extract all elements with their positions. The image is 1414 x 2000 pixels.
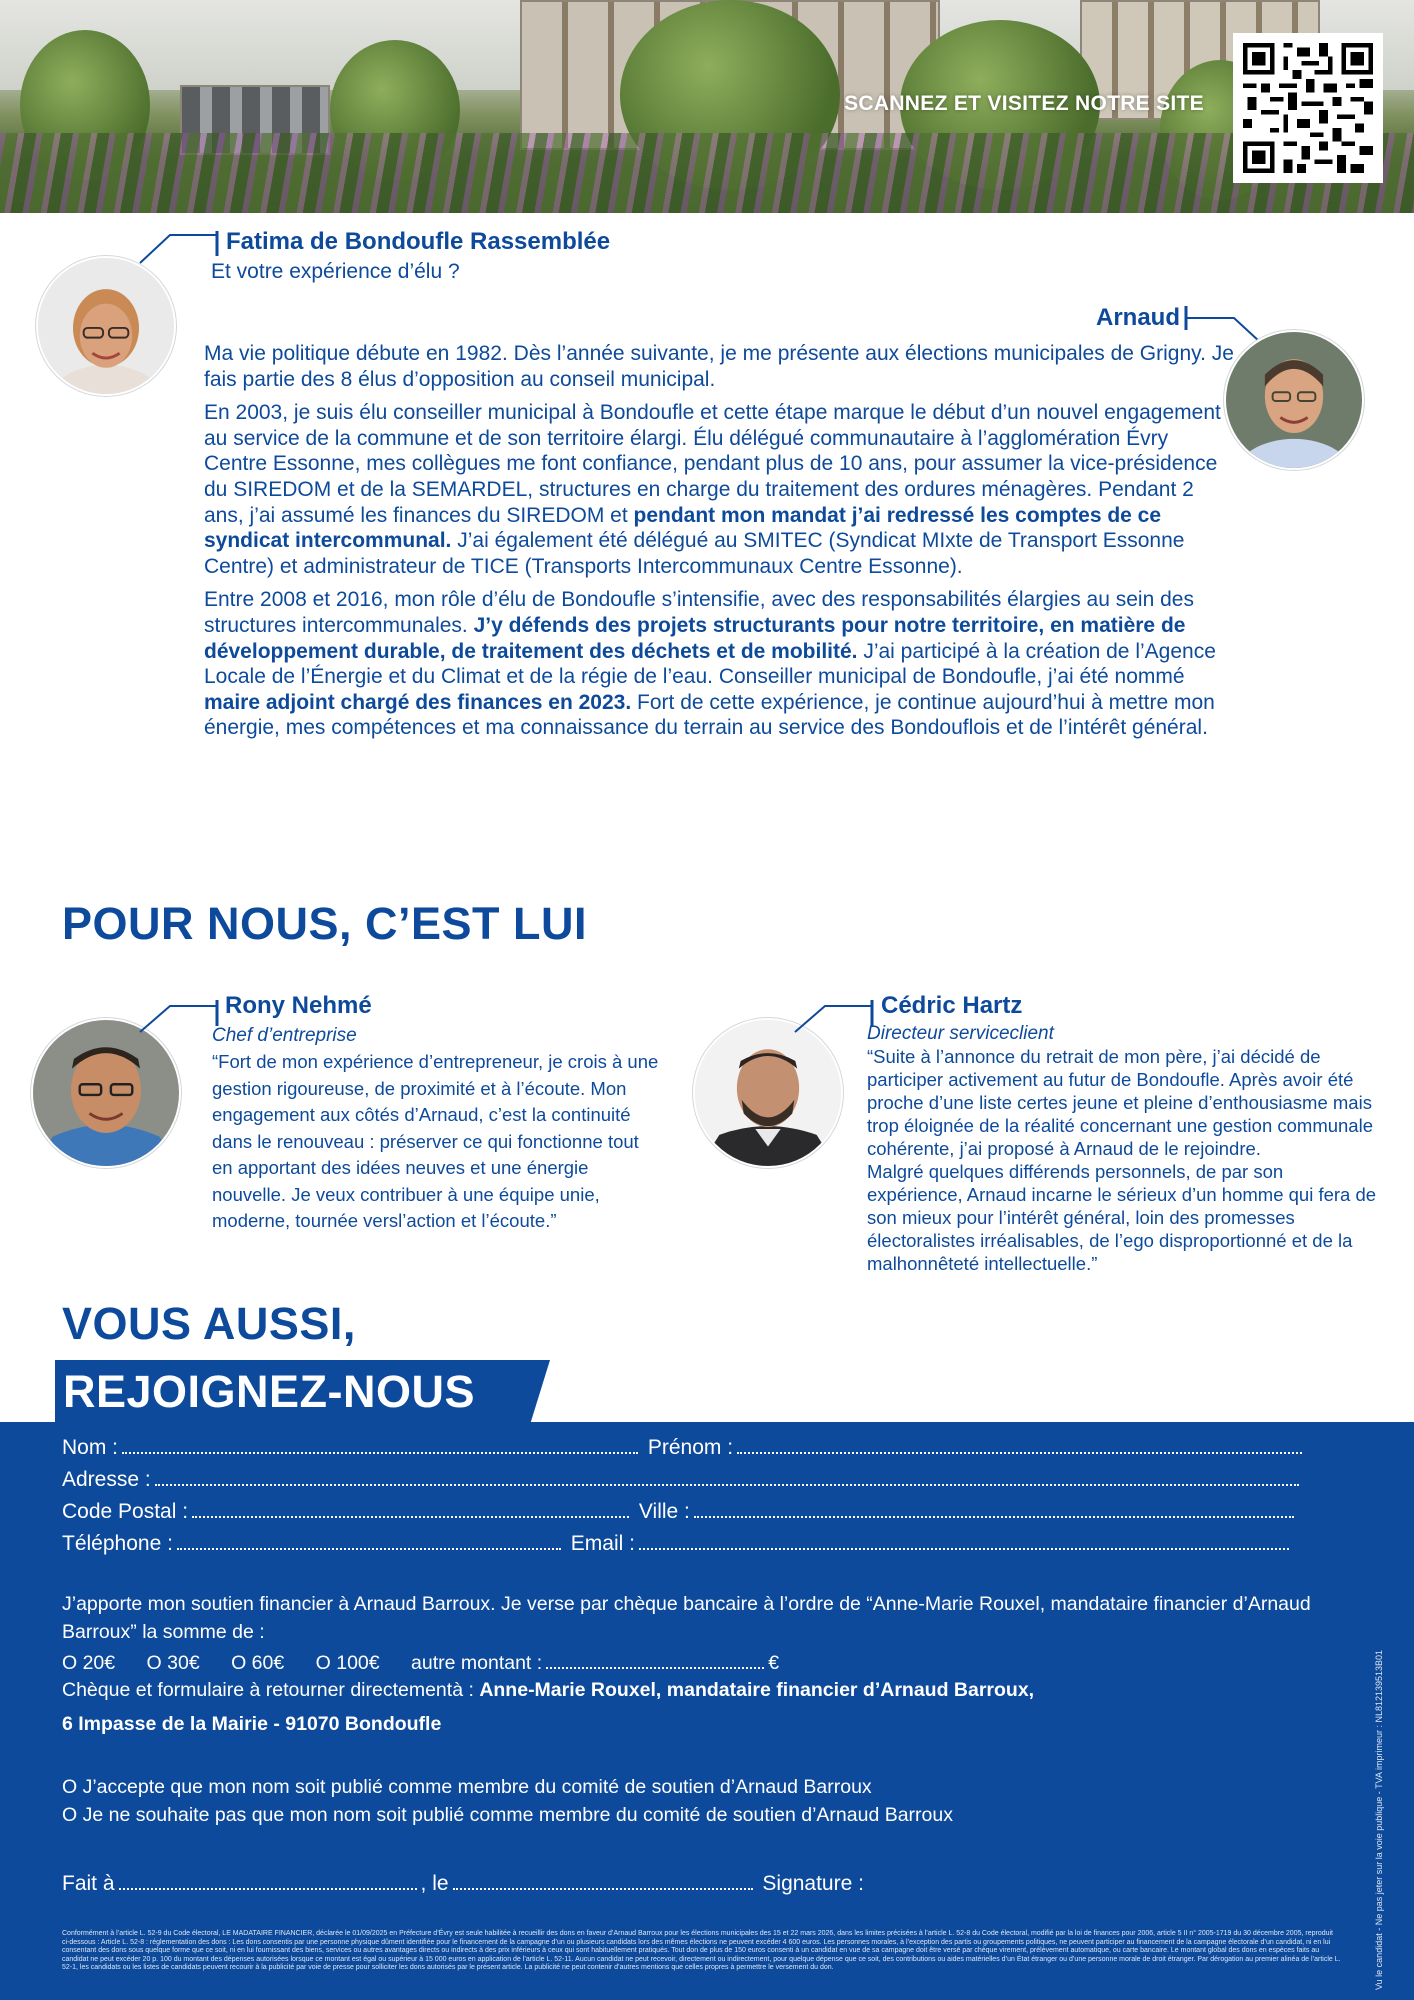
answer-paragraph: Entre 2008 et 2016, mon rôle d’élu de Bondoufle s’intensifie, avec des responsabilités élargies au sein des structures intercommunales. J’y défends des projets structurants pour notre territoire, en matière de développement durable, de traitement des déchets et de mobilité. J’ai participé à la création de l’Agence Locale de l’Énergie et du Climat et de la régie de l’eau. Conseiller municipal de Bondoufle, j’ai été nommé maire adjoint chargé des finances en 2023. Fort de cette expérience, je continue aujourd’hui à mettre mon énergie, mes compétences et ma connaissance du terrain au service des Bondouflois et de l’intérêt général. [204, 588, 1216, 740]
answer-paragraph: Ma vie politique débute en 1982. Dès l’année suivante, je me présente aux élections municipales de Grigny. Je fais partie des 8 élus d’opposition au conseil municipal. [204, 342, 1234, 391]
amount-option[interactable]: O 100€ [315, 1652, 380, 1674]
avatar-cedric [693, 1018, 843, 1168]
section-title-support: POUR NOUS, C’EST LUI [62, 898, 588, 949]
fait-a-field[interactable] [119, 1876, 417, 1890]
speech-connector [140, 231, 220, 265]
section-title-join-2: REJOIGNEZ-NOUS [63, 1366, 476, 1417]
form-row-name: Nom : Prénom : [62, 1436, 1306, 1460]
consent-no[interactable]: O Je ne souhaite pas que mon nom soit publié comme membre du comité de soutien d’Arnaud Barroux [62, 1804, 953, 1826]
date-field[interactable] [453, 1876, 753, 1890]
prenom-field[interactable] [737, 1440, 1302, 1454]
form-row-address: Adresse : [62, 1468, 1303, 1492]
ville-field[interactable] [694, 1504, 1294, 1518]
testimonial-quote: “Fort de mon expérience d’entrepreneur, je crois à une gestion rigoureuse, de proximité et à l’écoute. Mon engagement aux côtés d’Arnaud, c’est la continuité dans le renouveau : préserver ce qui fonctionne tout en apportant des idées neuves et une énergie nouvelle. Je veux contribuer à une équipe unie, moderne, tournée versl’action et l’écoute.” [212, 1051, 659, 1231]
speech-connector [1184, 306, 1264, 344]
consent-yes[interactable]: O J’accepte que mon nom soit publié comme membre du comité de soutien d’Arnaud Barroux [62, 1776, 872, 1798]
testimonial-name: Rony Nehmé [225, 992, 372, 1019]
donation-amounts: O 20€ O 30€ O 60€ O 100€ autre montant : € [62, 1652, 780, 1674]
scan-visit-label: SCANNEZ ET VISITEZ NOTRE SITE [844, 92, 1204, 115]
return-address-line: Chèque et formulaire à retourner directementà : Anne-Marie Rouxel, mandataire financier d’Arnaud Barroux, [62, 1679, 1035, 1701]
email-field[interactable] [639, 1536, 1289, 1550]
donation-text: J’apporte mon soutien financier à Arnaud Barroux. Je verse par chèque bancaire à l’ordre de “Anne-Marie Rouxel, mandataire financier d’Arnaud Barroux” la somme de : [62, 1593, 1311, 1643]
telephone-field[interactable] [177, 1536, 561, 1550]
answer-paragraph: En 2003, je suis élu conseiller municipal à Bondoufle et cette étape marque le début d’un nouvel engagement au service de la commune et de son territoire élargi. Élu délégué communautaire à l’agglomération Évry Centre Essonne, mes collègues me font confiance, pendant plus de 10 ans, pour assumer la vice-présidence du SIREDOM et de la SEMARDEL, structures en charge du traitement des ordures ménagères. Pendant 2 ans, j’ai assumé les finances du SIREDOM et pendant mon mandat j’ai redressé les comptes de ce syndicat intercommunal. J’ai également été délégué au SMITEC (Syndicat MIxte de Transport Essonne Centre) et administrateur de TICE (Transports Intercommunaux Centre Essonne). [204, 401, 1221, 578]
speech-connector [140, 1000, 220, 1034]
form-row-city: Code Postal : Ville : [62, 1500, 1298, 1524]
avatar-rony [31, 1018, 181, 1168]
testimonial-quote: “Suite à l’annonce du retrait de mon père, j’ai décidé de participer activement au futur de Bondoufle. Après avoir été proche d’une liste certes jeune et pleine d’enthousiasme mais trop éloignée de la réalité concernant une gestion communale cohérente, j’ai proposé à Arnaud de le rejoindre. Malgré quelques différends personnels, de par son expérience, Arnaud incarne le sérieux d’un homme qui fera de son mieux pour l’intérêt général, loin des promesses électoralistes irréalisables, de l’ego disproportionné et de la malhonnêteté intellectuelle.” [867, 1046, 1377, 1274]
testimonial-role: Directeur serviceclient [867, 1023, 1054, 1044]
interview-answer [204, 341, 1234, 749]
avatar-fatima [36, 256, 176, 396]
return-address: 6 Impasse de la Mairie - 91070 Bondoufle [62, 1713, 442, 1735]
qr-code[interactable] [1233, 33, 1383, 183]
portrait-man-icon [1226, 332, 1362, 468]
qr-code-icon [1243, 43, 1373, 173]
testimonial-name: Cédric Hartz [881, 992, 1023, 1019]
portrait-man-icon [33, 1020, 179, 1166]
avatar-arnaud [1224, 330, 1364, 470]
interview-question: Et votre expérience d’élu ? [211, 260, 460, 283]
other-amount-field[interactable] [546, 1655, 764, 1669]
form-row-contact: Téléphone : Email : [62, 1532, 1293, 1556]
legal-notice: Conformément à l’article L. 52-9 du Code électoral, LE MADATAIRE FINANCIER, déclarée le 01/09/2025 en Préfecture d’Évry est seule habilitée à recueillir des dons en faveur d’Arnaud Barroux pour les élections municipales des 15 et 22 mars 2026, dans les limites précisées à l’article L. 52-8 du Code électoral, modifié par la loi de finances pour 2006, article 5 II n° 2005-1719 du 30 décembre 2005, reproduit ci-dessous : Article L. 52-8 : réglementation des dons : Les dons consentis par une personne physique dûment identifiée pour le financement de la campagne d’un ou plusieurs candidats lors des mêmes élections ne peuvent excéder 4 600 euros. Les personnes morales, à l’exception des partis ou groupements politiques, ne peuvent participer au financement de la campagne électorale d’un candidat, ni en lui consentant des dons sous quelque forme que ce soit, ni en lui fournissant des biens, services ou autres avantages directs ou indirects à des prix inférieurs à ceux qui sont habituellement pratiqués. Tout don de plus de 150 euros consenti à un candidat en vue de sa campagne doit être versé par chèque virement, prélèvement automatique, ou carte bancaire. Le montant global des dons en espèces faits au candidat ne peut excéder 20 p. 100 du montant des dépenses autorisées lorsque ce montant est égal ou supérieur à 15 000 euros en application de l’article L. 52-11. Aucun candidat ne peut recevoir, directement ou indirectement, pour quelque dépense que ce soit, des contributions ou aides matérielles d’un État étranger ou d’une personne morale de droit étranger. Par dérogation au premier alinéa de l’article L. 52-1, les candidats ou les listes de candidats peuvent recourir à la publicité par voie de presse pour solliciter les dons autorisés par le présent article. La publicité ne peut contenir d’autres mentions que celles propres à permettre le versement du don. [62, 1930, 1341, 1972]
speech-connector [795, 1000, 875, 1034]
printer-notice: Vu le candidat - Ne pas jeter sur la voie publique - TVA imprimeur : NL812139513B01 [1374, 1649, 1384, 1990]
header-photo-banner [0, 0, 1414, 213]
banner-flowers [0, 133, 1414, 213]
amount-option[interactable]: O 20€ [62, 1652, 116, 1674]
amount-option[interactable]: O 30€ [146, 1652, 200, 1674]
amount-option[interactable]: O 60€ [231, 1652, 285, 1674]
form-row-signature: Fait à , le Signature : [62, 1872, 864, 1895]
interviewer-name: Fatima de Bondoufle Rassemblée [226, 228, 611, 255]
section-title-join: VOUS AUSSI, [62, 1298, 356, 1349]
testimonial-role: Chef d’entreprise [212, 1025, 357, 1046]
answer-name: Arnaud [1096, 304, 1180, 331]
portrait-man-icon [695, 1020, 841, 1166]
adresse-field[interactable] [155, 1472, 1299, 1486]
nom-field[interactable] [122, 1440, 638, 1454]
code-postal-field[interactable] [192, 1504, 629, 1518]
portrait-woman-icon [38, 258, 174, 394]
